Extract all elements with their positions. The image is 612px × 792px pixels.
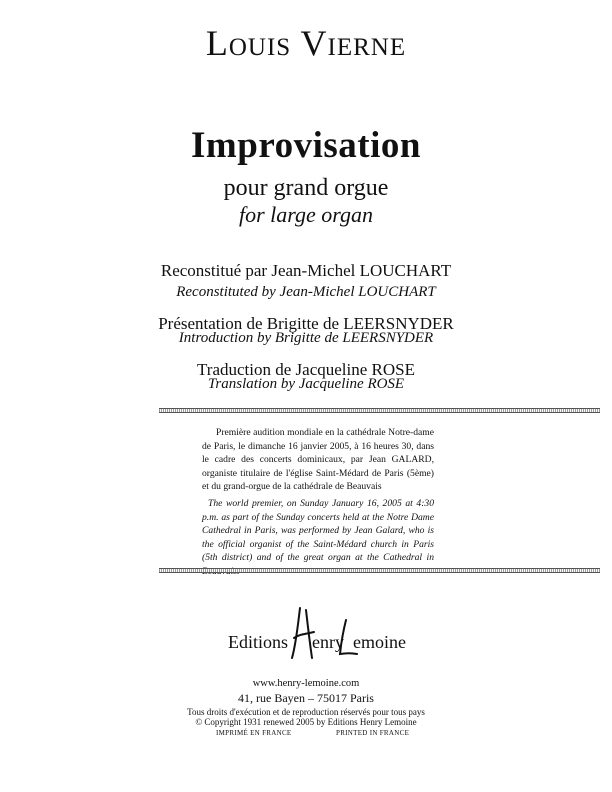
bottom-divider bbox=[159, 568, 600, 573]
logo-editions-text: Editions bbox=[228, 632, 289, 652]
composer-name: Louis Vierne bbox=[205, 23, 407, 63]
logo-emoine-text: emoine bbox=[353, 632, 406, 652]
presentation-credit-english: Introduction by Brigitte de LEERSNYDER bbox=[178, 330, 434, 346]
copyright-notice: © Copyright 1931 renewed 2005 by Editions Henry Lemoine bbox=[195, 717, 417, 727]
rights-notice: Tous droits d'exécution et de reproduction réservés pour tous pays bbox=[187, 707, 425, 717]
publisher-website: www.henry-lemoine.com bbox=[252, 678, 360, 689]
printed-in-france-french: IMPRIMÉ EN FRANCE bbox=[216, 729, 292, 737]
top-divider bbox=[159, 408, 600, 413]
premiere-note-english: The world premier, on Sunday January 16, 2005 at 4:30 p.m. as part of the Sunday concerts held at the Notre Dame Cathedral in Paris, was performed by Jean Galard, who is the official organist of the Saint-Médard church in Paris (5th district) and of the great organ at the Cathedral in bbox=[202, 498, 434, 564]
subtitle-french: pour grand orgue bbox=[223, 175, 389, 201]
reconstruction-credit-french: Reconstitué par Jean-Michel LOUCHART bbox=[160, 261, 452, 280]
reconstruction-credit-english: Reconstituted by Jean-Michel LOUCHART bbox=[176, 284, 436, 300]
work-title: Improvisation bbox=[191, 125, 421, 166]
logo-enry-text: enry bbox=[312, 632, 344, 652]
presentation-credit-french: Présentation de Brigitte de LEERSNYDER bbox=[158, 314, 454, 333]
translation-credit-french: Traduction de Jacqueline ROSE bbox=[197, 360, 415, 379]
publisher-address: 41, rue Bayen – 75017 Paris bbox=[238, 691, 374, 705]
translation-credit-english: Translation by Jacqueline ROSE bbox=[207, 376, 405, 392]
premiere-note-french: Première audition mondiale en la cathédrale Notre-dame de Paris, le dimanche 16 janvier 2005, à 16 heures 30, dans le cadre des concerts dominicaux, par Jean GALARD, organiste titulaire de l'église Saint-Médard de Paris (5ème) et du grand-orgue de la cathédrale de Beauvais bbox=[202, 427, 434, 493]
publisher-logo bbox=[228, 604, 406, 660]
subtitle-english: for large organ bbox=[238, 202, 374, 227]
printed-in-france-english: PRINTED IN FRANCE bbox=[336, 729, 410, 737]
